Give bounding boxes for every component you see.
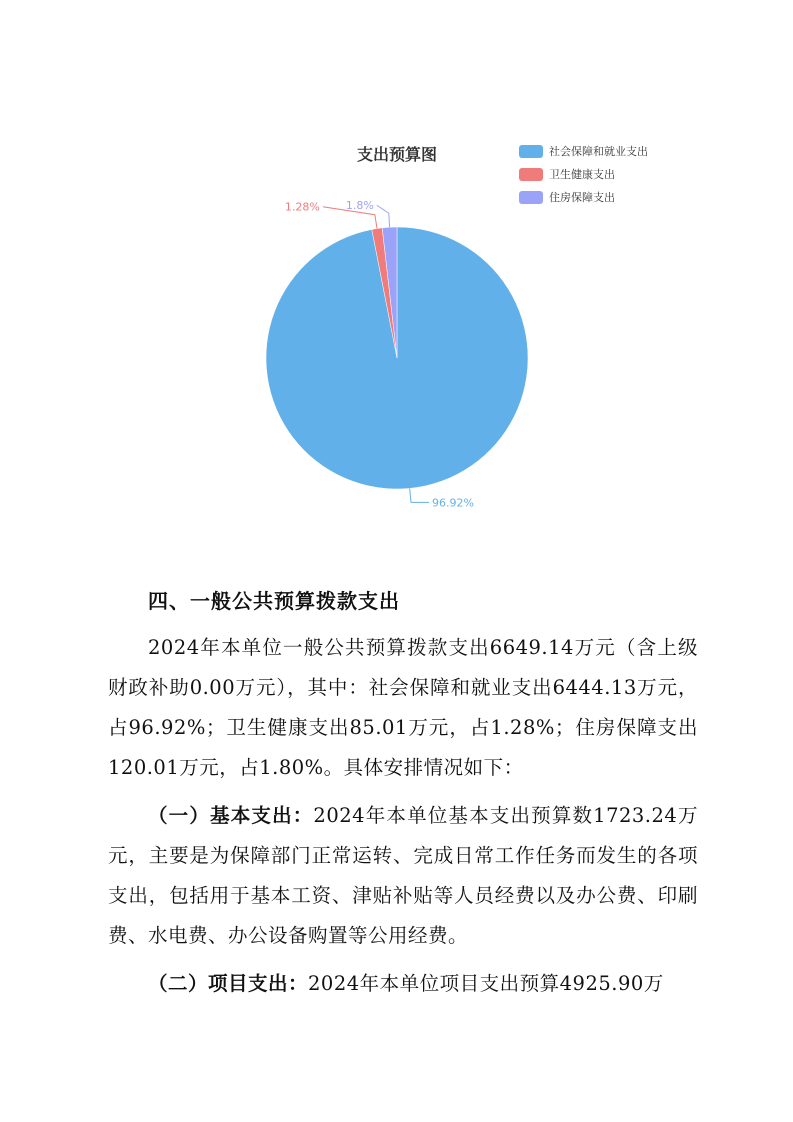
project-expenditure-paragraph xyxy=(108,964,698,1004)
intro-paragraph: 2024年本单位一般公共预算拨款支出6649.14万元（含上级财政补助0.00万元），其中：社会保障和就业支出6444.13万元，占96.92%；卫生健康支出85.01万元，占1.28%；住房保障支出120.01万元，占1.80%。具体安排情况如下： xyxy=(108,636,698,779)
legend-swatch[interactable] xyxy=(519,168,543,181)
label-leader-line xyxy=(410,488,429,502)
chart-legend xyxy=(519,144,648,204)
pie-chart xyxy=(0,0,793,540)
project-expenditure-lead: （二）项目支出： xyxy=(148,972,309,995)
slice-value-label: 96.92% xyxy=(432,496,474,510)
document-body xyxy=(108,585,698,1004)
section-heading: 四、一般公共预算拨款支出 xyxy=(148,589,400,613)
label-leader-line xyxy=(377,205,390,227)
legend-swatch[interactable] xyxy=(519,191,543,204)
basic-expenditure-lead: （一）基本支出： xyxy=(148,804,314,827)
slice-value-label: 1.8% xyxy=(345,199,374,213)
basic-expenditure-paragraph xyxy=(108,796,698,956)
legend-swatch[interactable] xyxy=(519,145,543,158)
project-expenditure-text: 2024年本单位项目支出预算4925.90万 xyxy=(308,972,664,995)
legend-label[interactable]: 社会保障和就业支出 xyxy=(549,145,648,158)
chart-title: 支出预算图 xyxy=(356,145,438,164)
legend-label[interactable]: 卫生健康支出 xyxy=(549,168,615,181)
pie-slices xyxy=(266,227,528,489)
slice-value-label: 1.28% xyxy=(284,200,320,214)
pie-chart-svg xyxy=(0,0,793,540)
legend-label[interactable]: 住房保障支出 xyxy=(549,191,615,204)
basic-expenditure-text: 2024年本单位基本支出预算数1723.24万元，主要是为保障部门正常运转、完成日常工作任务而发生的各项支出，包括用于基本工资、津贴补贴等人员经费以及办公费、印刷费、水电费、办公设备购置等公用经费。 xyxy=(108,804,698,947)
